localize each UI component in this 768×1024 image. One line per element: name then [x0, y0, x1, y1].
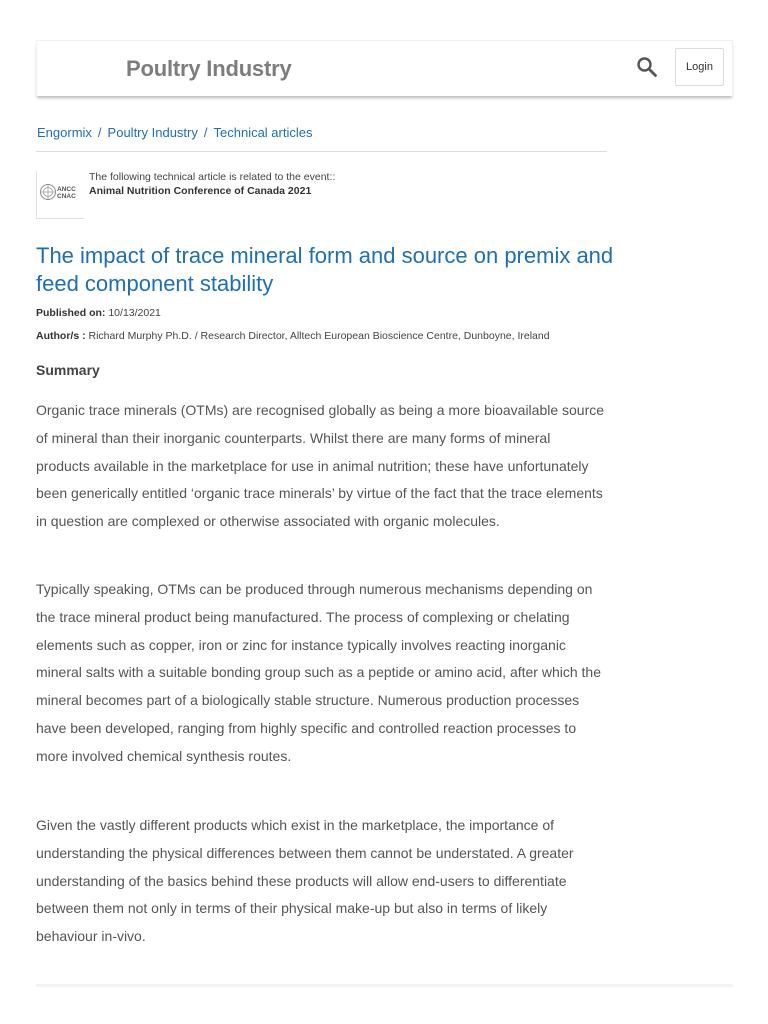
- article-paragraph: Typically speaking, OTMs can be produced through numerous mechanisms depending on the trace mineral product being manufactured. The process of complexing or chelating elements such as copper, iron or zinc for instance typically involves reacting inorganic mineral salts with a suitable bonding group such as a peptide or amino acid, after which the mineral becomes part of a biologically stable structure. Numerous production processes have been developed, ranging from highly specific and controlled reaction processes to more involved chemical synthesis routes.: [36, 581, 601, 764]
- breadcrumb: [37, 125, 607, 140]
- published-label: Published on:: [36, 307, 106, 319]
- search-icon[interactable]: [635, 55, 659, 79]
- event-logo[interactable]: [36, 171, 84, 219]
- content-divider: [36, 984, 733, 987]
- breadcrumb-item-poultry-industry[interactable]: Poultry Industry: [107, 125, 198, 140]
- event-name-link[interactable]: Animal Nutrition Conference of Canada 2021: [89, 185, 312, 197]
- author-name[interactable]: Richard Murphy Ph.D. / Research Director, Alltech European Bioscience Centre, Dunboyne, Ireland: [88, 330, 550, 342]
- published-date: [36, 307, 161, 319]
- breadcrumb-item-engormix[interactable]: Engormix: [37, 125, 92, 140]
- summary-heading: Summary: [36, 362, 100, 378]
- site-header: [36, 40, 733, 96]
- breadcrumb-item-technical-articles[interactable]: Technical articles: [213, 125, 313, 140]
- author-line: [36, 330, 550, 342]
- site-brand-title[interactable]: Poultry Industry: [126, 56, 292, 81]
- event-logo-text-top: ANCC: [57, 186, 76, 193]
- login-button[interactable]: Login: [675, 48, 724, 86]
- event-logo-text-bottom: CNAC: [57, 193, 76, 200]
- event-intro-text: The following technical article is related to the event::: [89, 171, 336, 183]
- breadcrumb-separator: /: [203, 125, 208, 140]
- article-paragraph: Organic trace minerals (OTMs) are recognised globally as being a more bioavailable source of mineral than their inorganic counterparts. Whilst there are many forms of mineral products available in the marketplace for use in animal nutrition; these have unfortunately been generically entitled ‘organic trace minerals’ by virtue of the fact that the trace elements in question are complexed or otherwise associated with organic molecules.: [36, 402, 605, 530]
- breadcrumb-divider: [36, 151, 607, 152]
- article-paragraph: Given the vastly different products which exist in the marketplace, the importance of understanding the physical differences between them cannot be understated. A greater understanding of the basics behind these products will allow end-users to differentiate between them not only in terms of their physical make-up but also in terms of likely behaviour in-vivo.: [36, 817, 574, 945]
- author-label: Author/s :: [36, 330, 86, 342]
- breadcrumb-separator: /: [97, 125, 102, 140]
- article-title: The impact of trace mineral form and source on premix and feed component stability: [36, 243, 614, 296]
- published-date-value: 10/13/2021: [108, 307, 161, 319]
